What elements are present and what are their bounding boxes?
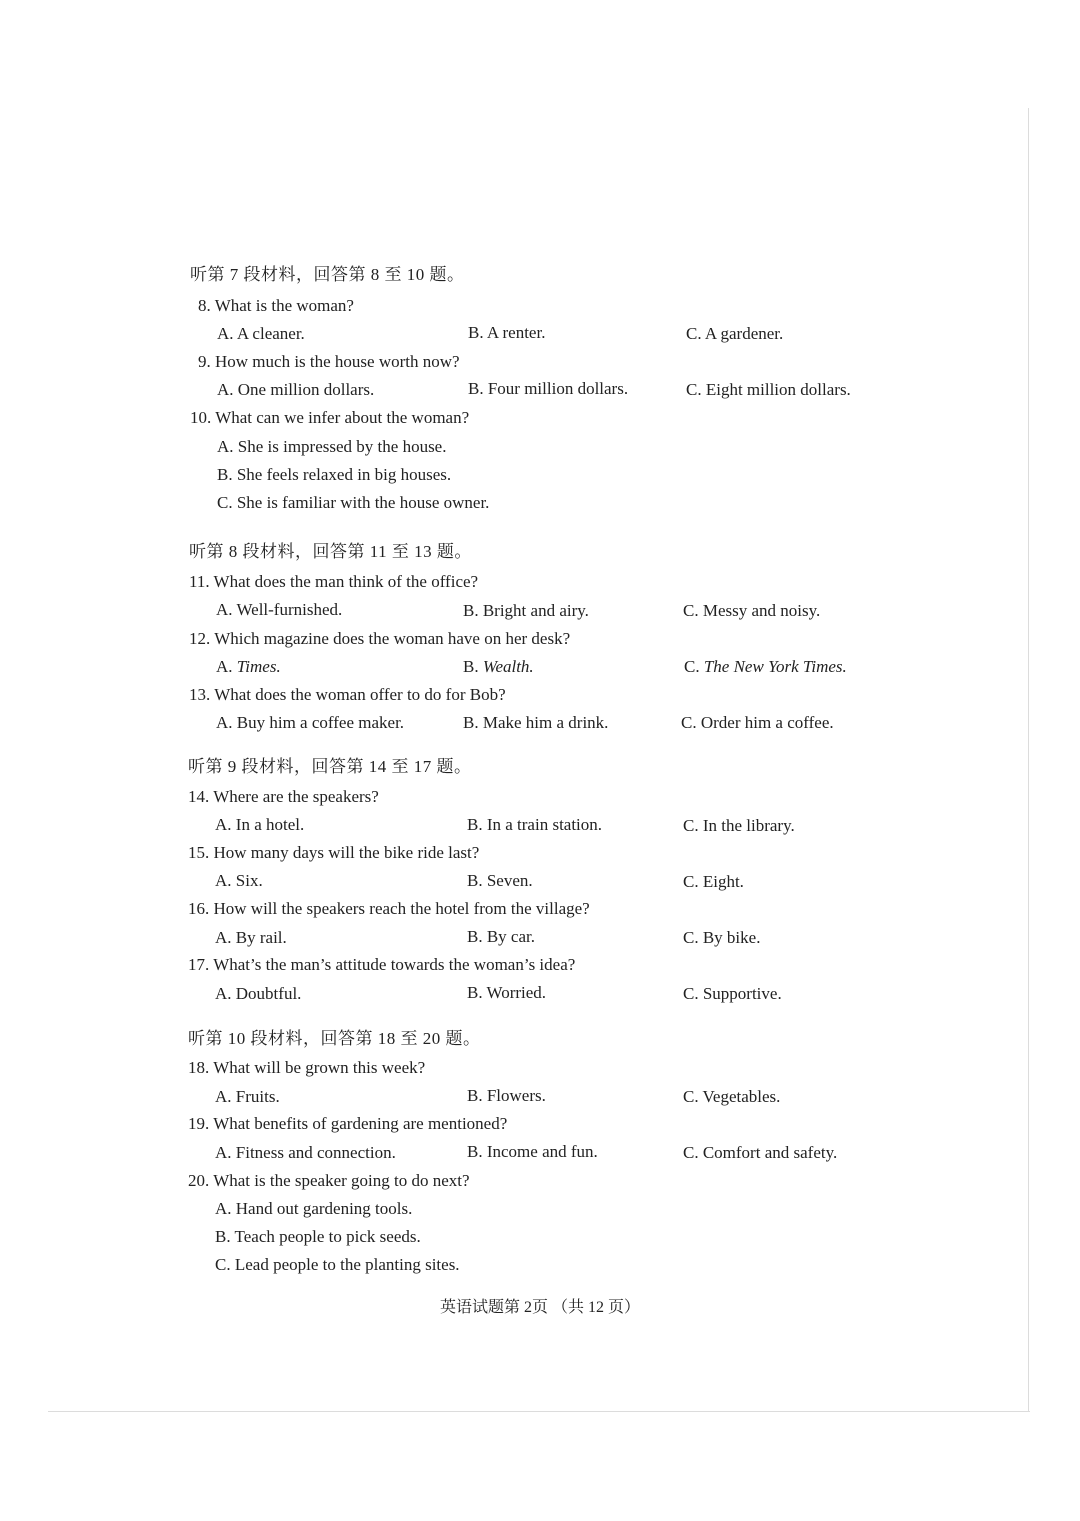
option-10c: C. She is familiar with the house owner. [217, 493, 490, 512]
option-19b: B. Income and fun. [467, 1142, 598, 1161]
option-15c: C. Eight. [683, 872, 744, 891]
option-12a [216, 656, 281, 678]
question-11: 11. What does the man think of the office? [189, 572, 479, 591]
option-8b: B. A renter. [468, 323, 546, 342]
question-19: 19. What benefits of gardening are mentioned? [188, 1114, 508, 1133]
question-9: 9. How much is the house worth now? [198, 352, 460, 371]
option-13a: A. Buy him a coffee maker. [216, 713, 405, 732]
option-letter: C. [684, 657, 700, 676]
option-10a: A. She is impressed by the house. [217, 437, 447, 456]
question-15: 15. How many days will the bike ride last? [188, 843, 480, 862]
question-13: 13. What does the woman offer to do for Bob? [189, 685, 506, 704]
option-16b: B. By car. [467, 927, 535, 946]
question-20: 20. What is the speaker going to do next? [188, 1171, 470, 1190]
section-heading: 听第 8 段材料，回答第 11 至 13 题。 [189, 542, 472, 561]
option-13c: C. Order him a coffee. [681, 713, 834, 732]
option-15a: A. Six. [215, 871, 263, 890]
question-14: 14. Where are the speakers? [188, 787, 379, 806]
option-12b [463, 656, 534, 678]
option-16c: C. By bike. [683, 928, 761, 947]
option-20c: C. Lead people to the planting sites. [215, 1255, 460, 1274]
question-8: 8. What is the woman? [198, 296, 354, 315]
magazine-title: Wealth. [482, 657, 534, 676]
option-20a: A. Hand out gardening tools. [215, 1199, 413, 1218]
option-8c: C. A gardener. [686, 324, 784, 343]
page-footer: 英语试题第 2页 （共 12 页） [439, 1299, 640, 1316]
option-17b: B. Worried. [467, 983, 547, 1002]
option-14b: B. In a train station. [467, 815, 603, 834]
magazine-title: The New York Times. [703, 657, 847, 676]
option-10b: B. She feels relaxed in big houses. [217, 465, 452, 484]
option-20b: B. Teach people to pick seeds. [215, 1227, 421, 1246]
option-11c: C. Messy and noisy. [683, 601, 821, 620]
option-12c [684, 656, 847, 678]
magazine-title: Times. [236, 657, 281, 676]
option-19a: A. Fitness and connection. [215, 1143, 396, 1162]
option-17c: C. Supportive. [683, 984, 782, 1003]
section-heading: 听第 7 段材料，回答第 8 至 10 题。 [190, 265, 465, 284]
option-15b: B. Seven. [467, 871, 533, 890]
option-11a: A. Well-furnished. [216, 600, 343, 619]
section-heading: 听第 10 段材料，回答第 18 至 20 题。 [188, 1029, 481, 1048]
question-17: 17. What’s the man’s attitude towards the woman’s idea? [188, 955, 576, 974]
option-18c: C. Vegetables. [683, 1087, 781, 1106]
option-9b: B. Four million dollars. [468, 379, 629, 398]
option-9c: C. Eight million dollars. [686, 380, 851, 399]
option-16a: A. By rail. [215, 928, 287, 947]
option-9a: A. One million dollars. [217, 380, 375, 399]
option-8a: A. A cleaner. [217, 324, 305, 343]
option-19c: C. Comfort and safety. [683, 1143, 838, 1162]
question-12: 12. Which magazine does the woman have on her desk? [189, 629, 571, 648]
option-14c: C. In the library. [683, 816, 795, 835]
option-letter: A. [216, 657, 233, 676]
section-heading: 听第 9 段材料，回答第 14 至 17 题。 [188, 757, 472, 776]
question-16: 16. How will the speakers reach the hotel from the village? [188, 899, 590, 918]
option-letter: B. [463, 657, 479, 676]
option-17a: A. Doubtful. [215, 984, 302, 1003]
question-10: 10. What can we infer about the woman? [190, 408, 470, 427]
option-11b: B. Bright and airy. [463, 601, 589, 620]
option-14a: A. In a hotel. [215, 815, 305, 834]
option-13b: B. Make him a drink. [463, 713, 609, 732]
option-18a: A. Fruits. [215, 1087, 280, 1106]
option-18b: B. Flowers. [467, 1086, 546, 1105]
question-18: 18. What will be grown this week? [188, 1058, 426, 1077]
